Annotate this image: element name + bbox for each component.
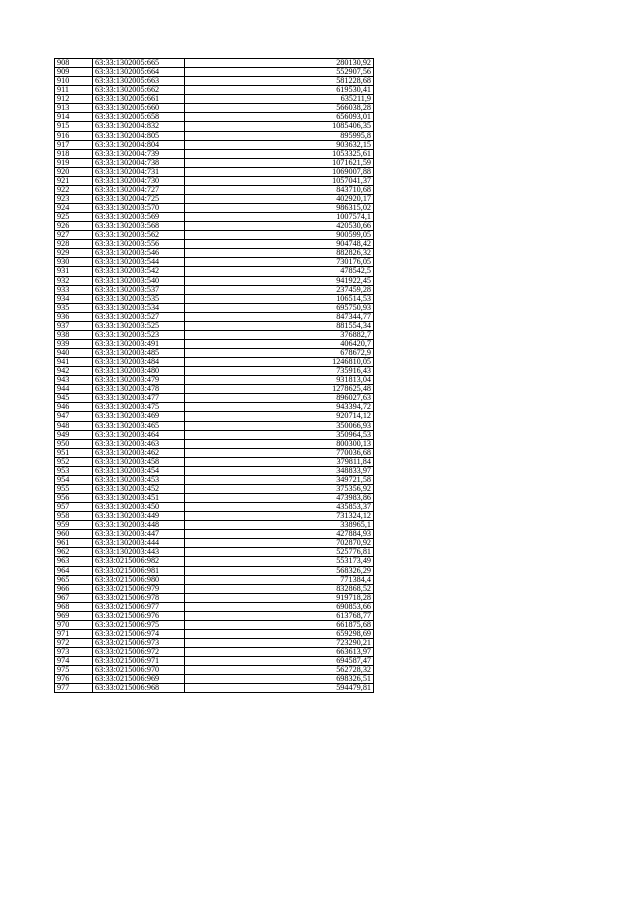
cadastral-number: 63:33:1302004:725 bbox=[93, 194, 185, 203]
cadastral-value: 1007574,1 bbox=[185, 213, 374, 222]
cadastral-number: 63:33:1302003:542 bbox=[93, 267, 185, 276]
cadastral-value: 770036,68 bbox=[185, 448, 374, 457]
row-number: 975 bbox=[55, 666, 93, 675]
cadastral-number: 63:33:1302004:727 bbox=[93, 185, 185, 194]
cadastral-value: 406420,7 bbox=[185, 339, 374, 348]
cadastral-number: 63:33:0215006:978 bbox=[93, 593, 185, 602]
cadastral-number: 63:33:1302004:738 bbox=[93, 158, 185, 167]
cadastral-value: 350964,53 bbox=[185, 430, 374, 439]
row-number: 951 bbox=[55, 448, 93, 457]
cadastral-number: 63:33:1302003:544 bbox=[93, 258, 185, 267]
row-number: 910 bbox=[55, 77, 93, 86]
table-row bbox=[55, 385, 374, 394]
cadastral-value: 552907,56 bbox=[185, 68, 374, 77]
row-number: 972 bbox=[55, 639, 93, 648]
cadastral-number: 63:33:1302003:480 bbox=[93, 367, 185, 376]
table-row bbox=[55, 231, 374, 240]
row-number: 965 bbox=[55, 575, 93, 584]
cadastral-value: 843710,68 bbox=[185, 185, 374, 194]
row-number: 976 bbox=[55, 675, 93, 684]
cadastral-value: 568326,29 bbox=[185, 566, 374, 575]
cadastral-value: 881554,34 bbox=[185, 321, 374, 330]
cadastral-value: 594479,81 bbox=[185, 684, 374, 693]
cadastral-number: 63:33:1302003:485 bbox=[93, 349, 185, 358]
table-row bbox=[55, 584, 374, 593]
row-number: 923 bbox=[55, 194, 93, 203]
table-row bbox=[55, 95, 374, 104]
table-row bbox=[55, 176, 374, 185]
cadastral-value: 613768,77 bbox=[185, 611, 374, 620]
cadastral-number: 63:33:1302003:479 bbox=[93, 376, 185, 385]
cadastral-value: 986315,02 bbox=[185, 204, 374, 213]
row-number: 912 bbox=[55, 95, 93, 104]
cadastral-value: 847344,77 bbox=[185, 312, 374, 321]
table-row bbox=[55, 276, 374, 285]
cadastral-value: 1085406,35 bbox=[185, 122, 374, 131]
row-number: 937 bbox=[55, 321, 93, 330]
table-row bbox=[55, 367, 374, 376]
row-number: 960 bbox=[55, 530, 93, 539]
cadastral-number: 63:33:1302005:658 bbox=[93, 113, 185, 122]
row-number: 961 bbox=[55, 539, 93, 548]
cadastral-number: 63:33:1302003:448 bbox=[93, 521, 185, 530]
row-number: 915 bbox=[55, 122, 93, 131]
cadastral-number: 63:33:0215006:975 bbox=[93, 620, 185, 629]
cadastral-number: 63:33:1302003:540 bbox=[93, 276, 185, 285]
row-number: 934 bbox=[55, 294, 93, 303]
cadastral-number: 63:33:1302003:475 bbox=[93, 403, 185, 412]
table-row bbox=[55, 303, 374, 312]
row-number: 925 bbox=[55, 213, 93, 222]
row-number: 908 bbox=[55, 59, 93, 68]
row-number: 947 bbox=[55, 412, 93, 421]
table-row bbox=[55, 240, 374, 249]
cadastral-number: 63:33:0215006:981 bbox=[93, 566, 185, 575]
row-number: 954 bbox=[55, 475, 93, 484]
row-number: 943 bbox=[55, 376, 93, 385]
table-row bbox=[55, 77, 374, 86]
cadastral-number: 63:33:1302004:731 bbox=[93, 167, 185, 176]
cadastral-number: 63:33:1302003:477 bbox=[93, 394, 185, 403]
cadastral-number: 63:33:1302003:447 bbox=[93, 530, 185, 539]
row-number: 948 bbox=[55, 421, 93, 430]
cadastral-value: 376882,7 bbox=[185, 330, 374, 339]
table-row bbox=[55, 484, 374, 493]
cadastral-value: 771384,4 bbox=[185, 575, 374, 584]
table-row bbox=[55, 339, 374, 348]
row-number: 920 bbox=[55, 167, 93, 176]
table-row bbox=[55, 149, 374, 158]
table-row bbox=[55, 466, 374, 475]
row-number: 921 bbox=[55, 176, 93, 185]
table-row bbox=[55, 113, 374, 122]
row-number: 927 bbox=[55, 231, 93, 240]
row-number: 917 bbox=[55, 140, 93, 149]
cadastral-value: 943394,72 bbox=[185, 403, 374, 412]
cadastral-value: 903632,15 bbox=[185, 140, 374, 149]
table-row bbox=[55, 403, 374, 412]
cadastral-number: 63:33:1302003:449 bbox=[93, 512, 185, 521]
row-number: 929 bbox=[55, 249, 93, 258]
table-row bbox=[55, 611, 374, 620]
cadastral-value: 723290,21 bbox=[185, 639, 374, 648]
cadastral-number: 63:33:0215006:976 bbox=[93, 611, 185, 620]
table-row bbox=[55, 439, 374, 448]
row-number: 941 bbox=[55, 358, 93, 367]
table-row bbox=[55, 376, 374, 385]
table-row bbox=[55, 448, 374, 457]
cadastral-value: 698326,51 bbox=[185, 675, 374, 684]
cadastral-value: 1053325,61 bbox=[185, 149, 374, 158]
row-number: 924 bbox=[55, 204, 93, 213]
cadastral-value: 800300,13 bbox=[185, 439, 374, 448]
cadastral-value-table bbox=[54, 58, 374, 693]
cadastral-value: 619530,41 bbox=[185, 86, 374, 95]
cadastral-number: 63:33:1302003:458 bbox=[93, 457, 185, 466]
cadastral-value: 478542,5 bbox=[185, 267, 374, 276]
table-row bbox=[55, 285, 374, 294]
cadastral-value: 656093,01 bbox=[185, 113, 374, 122]
cadastral-value: 350066,93 bbox=[185, 421, 374, 430]
cadastral-value: 375356,92 bbox=[185, 484, 374, 493]
cadastral-value: 919718,28 bbox=[185, 593, 374, 602]
table-row bbox=[55, 158, 374, 167]
cadastral-number: 63:33:1302003:453 bbox=[93, 475, 185, 484]
row-number: 928 bbox=[55, 240, 93, 249]
table-row bbox=[55, 104, 374, 113]
cadastral-number: 63:33:1302003:525 bbox=[93, 321, 185, 330]
row-number: 938 bbox=[55, 330, 93, 339]
cadastral-number: 63:33:1302005:665 bbox=[93, 59, 185, 68]
cadastral-number: 63:33:0215006:968 bbox=[93, 684, 185, 693]
row-number: 959 bbox=[55, 521, 93, 530]
row-number: 957 bbox=[55, 503, 93, 512]
table-row bbox=[55, 430, 374, 439]
table-row bbox=[55, 620, 374, 629]
table-row bbox=[55, 222, 374, 231]
row-number: 968 bbox=[55, 602, 93, 611]
table-row bbox=[55, 648, 374, 657]
cadastral-number: 63:33:1302003:464 bbox=[93, 430, 185, 439]
cadastral-number: 63:33:1302003:534 bbox=[93, 303, 185, 312]
cadastral-value: 1057041,37 bbox=[185, 176, 374, 185]
table-row bbox=[55, 548, 374, 557]
cadastral-value: 435853,37 bbox=[185, 503, 374, 512]
cadastral-number: 63:33:1302003:469 bbox=[93, 412, 185, 421]
cadastral-number: 63:33:1302005:661 bbox=[93, 95, 185, 104]
row-number: 966 bbox=[55, 584, 93, 593]
table-row bbox=[55, 575, 374, 584]
cadastral-value: 941922,45 bbox=[185, 276, 374, 285]
row-number: 942 bbox=[55, 367, 93, 376]
cadastral-value: 690853,66 bbox=[185, 602, 374, 611]
table-row bbox=[55, 167, 374, 176]
table-row bbox=[55, 330, 374, 339]
cadastral-value: 904748,42 bbox=[185, 240, 374, 249]
cadastral-value: 427884,93 bbox=[185, 530, 374, 539]
cadastral-number: 63:33:1302003:537 bbox=[93, 285, 185, 294]
table-row bbox=[55, 321, 374, 330]
table-row bbox=[55, 213, 374, 222]
table-row bbox=[55, 86, 374, 95]
table-row bbox=[55, 539, 374, 548]
cadastral-value: 1069007,88 bbox=[185, 167, 374, 176]
cadastral-number: 63:33:1302003:451 bbox=[93, 494, 185, 503]
cadastral-number: 63:33:1302003:491 bbox=[93, 339, 185, 348]
table-row bbox=[55, 204, 374, 213]
cadastral-value: 420530,66 bbox=[185, 222, 374, 231]
cadastral-value: 379811,84 bbox=[185, 457, 374, 466]
row-number: 973 bbox=[55, 648, 93, 657]
row-number: 935 bbox=[55, 303, 93, 312]
cadastral-value: 702870,92 bbox=[185, 539, 374, 548]
row-number: 956 bbox=[55, 494, 93, 503]
row-number: 970 bbox=[55, 620, 93, 629]
table-body bbox=[55, 59, 374, 693]
cadastral-value: 402920,17 bbox=[185, 194, 374, 203]
table-row bbox=[55, 639, 374, 648]
cadastral-number: 63:33:0215006:982 bbox=[93, 557, 185, 566]
cadastral-value: 1246810,05 bbox=[185, 358, 374, 367]
row-number: 939 bbox=[55, 339, 93, 348]
cadastral-number: 63:33:1302003:546 bbox=[93, 249, 185, 258]
cadastral-number: 63:33:1302003:452 bbox=[93, 484, 185, 493]
cadastral-number: 63:33:0215006:980 bbox=[93, 575, 185, 584]
table-row bbox=[55, 494, 374, 503]
cadastral-number: 63:33:0215006:977 bbox=[93, 602, 185, 611]
table-row bbox=[55, 475, 374, 484]
row-number: 913 bbox=[55, 104, 93, 113]
cadastral-number: 63:33:1302004:730 bbox=[93, 176, 185, 185]
cadastral-number: 63:33:1302003:450 bbox=[93, 503, 185, 512]
row-number: 933 bbox=[55, 285, 93, 294]
table-row bbox=[55, 312, 374, 321]
table-row bbox=[55, 358, 374, 367]
cadastral-value: 1071621,59 bbox=[185, 158, 374, 167]
table-row bbox=[55, 412, 374, 421]
row-number: 918 bbox=[55, 149, 93, 158]
row-number: 977 bbox=[55, 684, 93, 693]
cadastral-value: 349721,58 bbox=[185, 475, 374, 484]
cadastral-number: 63:33:1302005:664 bbox=[93, 68, 185, 77]
row-number: 945 bbox=[55, 394, 93, 403]
row-number: 958 bbox=[55, 512, 93, 521]
cadastral-number: 63:33:1302005:662 bbox=[93, 86, 185, 95]
cadastral-value: 900599,05 bbox=[185, 231, 374, 240]
table-row bbox=[55, 657, 374, 666]
table-row bbox=[55, 566, 374, 575]
cadastral-value: 237459,28 bbox=[185, 285, 374, 294]
cadastral-number: 63:33:1302003:556 bbox=[93, 240, 185, 249]
cadastral-number: 63:33:0215006:969 bbox=[93, 675, 185, 684]
table-row bbox=[55, 629, 374, 638]
row-number: 940 bbox=[55, 349, 93, 358]
table-row bbox=[55, 530, 374, 539]
table-row bbox=[55, 503, 374, 512]
cadastral-value: 663613,97 bbox=[185, 648, 374, 657]
cadastral-number: 63:33:1302004:739 bbox=[93, 149, 185, 158]
row-number: 916 bbox=[55, 131, 93, 140]
row-number: 931 bbox=[55, 267, 93, 276]
row-number: 914 bbox=[55, 113, 93, 122]
row-number: 944 bbox=[55, 385, 93, 394]
table-row bbox=[55, 421, 374, 430]
cadastral-value: 1278625,48 bbox=[185, 385, 374, 394]
row-number: 955 bbox=[55, 484, 93, 493]
cadastral-value: 338965,1 bbox=[185, 521, 374, 530]
cadastral-number: 63:33:1302005:660 bbox=[93, 104, 185, 113]
row-number: 909 bbox=[55, 68, 93, 77]
row-number: 922 bbox=[55, 185, 93, 194]
cadastral-value: 895995,8 bbox=[185, 131, 374, 140]
table-row bbox=[55, 185, 374, 194]
cadastral-value: 659298,69 bbox=[185, 629, 374, 638]
cadastral-number: 63:33:0215006:970 bbox=[93, 666, 185, 675]
table-row bbox=[55, 675, 374, 684]
row-number: 932 bbox=[55, 276, 93, 285]
cadastral-number: 63:33:1302003:562 bbox=[93, 231, 185, 240]
cadastral-value: 694587,47 bbox=[185, 657, 374, 666]
cadastral-number: 63:33:1302003:443 bbox=[93, 548, 185, 557]
row-number: 964 bbox=[55, 566, 93, 575]
table-row bbox=[55, 521, 374, 530]
table-row bbox=[55, 557, 374, 566]
table-row bbox=[55, 249, 374, 258]
cadastral-value: 562728,32 bbox=[185, 666, 374, 675]
row-number: 969 bbox=[55, 611, 93, 620]
cadastral-value: 735916,43 bbox=[185, 367, 374, 376]
row-number: 967 bbox=[55, 593, 93, 602]
row-number: 953 bbox=[55, 466, 93, 475]
cadastral-number: 63:33:1302003:527 bbox=[93, 312, 185, 321]
cadastral-number: 63:33:1302003:523 bbox=[93, 330, 185, 339]
row-number: 971 bbox=[55, 629, 93, 638]
table-row bbox=[55, 349, 374, 358]
row-number: 949 bbox=[55, 430, 93, 439]
cadastral-number: 63:33:1302003:570 bbox=[93, 204, 185, 213]
cadastral-value: 348833,97 bbox=[185, 466, 374, 475]
row-number: 962 bbox=[55, 548, 93, 557]
cadastral-number: 63:33:1302003:478 bbox=[93, 385, 185, 394]
cadastral-number: 63:33:0215006:973 bbox=[93, 639, 185, 648]
cadastral-number: 63:33:1302003:569 bbox=[93, 213, 185, 222]
cadastral-value: 896027,63 bbox=[185, 394, 374, 403]
table-row bbox=[55, 512, 374, 521]
cadastral-value: 730176,05 bbox=[185, 258, 374, 267]
cadastral-number: 63:33:1302003:465 bbox=[93, 421, 185, 430]
cadastral-number: 63:33:1302004:804 bbox=[93, 140, 185, 149]
table-row bbox=[55, 194, 374, 203]
cadastral-number: 63:33:1302003:462 bbox=[93, 448, 185, 457]
table-row bbox=[55, 131, 374, 140]
row-number: 930 bbox=[55, 258, 93, 267]
cadastral-number: 63:33:1302004:805 bbox=[93, 131, 185, 140]
cadastral-value: 882826,32 bbox=[185, 249, 374, 258]
row-number: 919 bbox=[55, 158, 93, 167]
table-row bbox=[55, 684, 374, 693]
row-number: 911 bbox=[55, 86, 93, 95]
table-row bbox=[55, 140, 374, 149]
row-number: 950 bbox=[55, 439, 93, 448]
table-row bbox=[55, 122, 374, 131]
cadastral-value: 553173,49 bbox=[185, 557, 374, 566]
cadastral-value: 566038,28 bbox=[185, 104, 374, 113]
cadastral-value: 106514,53 bbox=[185, 294, 374, 303]
table-row bbox=[55, 457, 374, 466]
cadastral-value: 931813,04 bbox=[185, 376, 374, 385]
cadastral-value: 678672,9 bbox=[185, 349, 374, 358]
row-number: 946 bbox=[55, 403, 93, 412]
table-row bbox=[55, 59, 374, 68]
cadastral-number: 63:33:0215006:972 bbox=[93, 648, 185, 657]
table-row bbox=[55, 593, 374, 602]
table-row bbox=[55, 258, 374, 267]
table-row bbox=[55, 394, 374, 403]
table-row bbox=[55, 602, 374, 611]
cadastral-number: 63:33:1302005:663 bbox=[93, 77, 185, 86]
cadastral-value: 832868,52 bbox=[185, 584, 374, 593]
cadastral-number: 63:33:0215006:974 bbox=[93, 629, 185, 638]
cadastral-number: 63:33:1302003:535 bbox=[93, 294, 185, 303]
cadastral-value: 695750,93 bbox=[185, 303, 374, 312]
table-row bbox=[55, 294, 374, 303]
cadastral-number: 63:33:1302003:484 bbox=[93, 358, 185, 367]
cadastral-number: 63:33:0215006:979 bbox=[93, 584, 185, 593]
cadastral-number: 63:33:1302003:568 bbox=[93, 222, 185, 231]
cadastral-number: 63:33:1302003:463 bbox=[93, 439, 185, 448]
table-row bbox=[55, 68, 374, 77]
cadastral-value: 581228,68 bbox=[185, 77, 374, 86]
cadastral-number: 63:33:1302003:454 bbox=[93, 466, 185, 475]
row-number: 974 bbox=[55, 657, 93, 666]
table-row bbox=[55, 666, 374, 675]
cadastral-number: 63:33:1302004:832 bbox=[93, 122, 185, 131]
cadastral-value: 731324,12 bbox=[185, 512, 374, 521]
cadastral-value: 525776,81 bbox=[185, 548, 374, 557]
cadastral-number: 63:33:1302003:444 bbox=[93, 539, 185, 548]
cadastral-value: 661875,68 bbox=[185, 620, 374, 629]
cadastral-number: 63:33:0215006:971 bbox=[93, 657, 185, 666]
cadastral-value: 473983,86 bbox=[185, 494, 374, 503]
table-row bbox=[55, 267, 374, 276]
cadastral-value: 635211,9 bbox=[185, 95, 374, 104]
row-number: 936 bbox=[55, 312, 93, 321]
cadastral-value: 920714,12 bbox=[185, 412, 374, 421]
row-number: 952 bbox=[55, 457, 93, 466]
row-number: 926 bbox=[55, 222, 93, 231]
cadastral-value: 280130,92 bbox=[185, 59, 374, 68]
row-number: 963 bbox=[55, 557, 93, 566]
